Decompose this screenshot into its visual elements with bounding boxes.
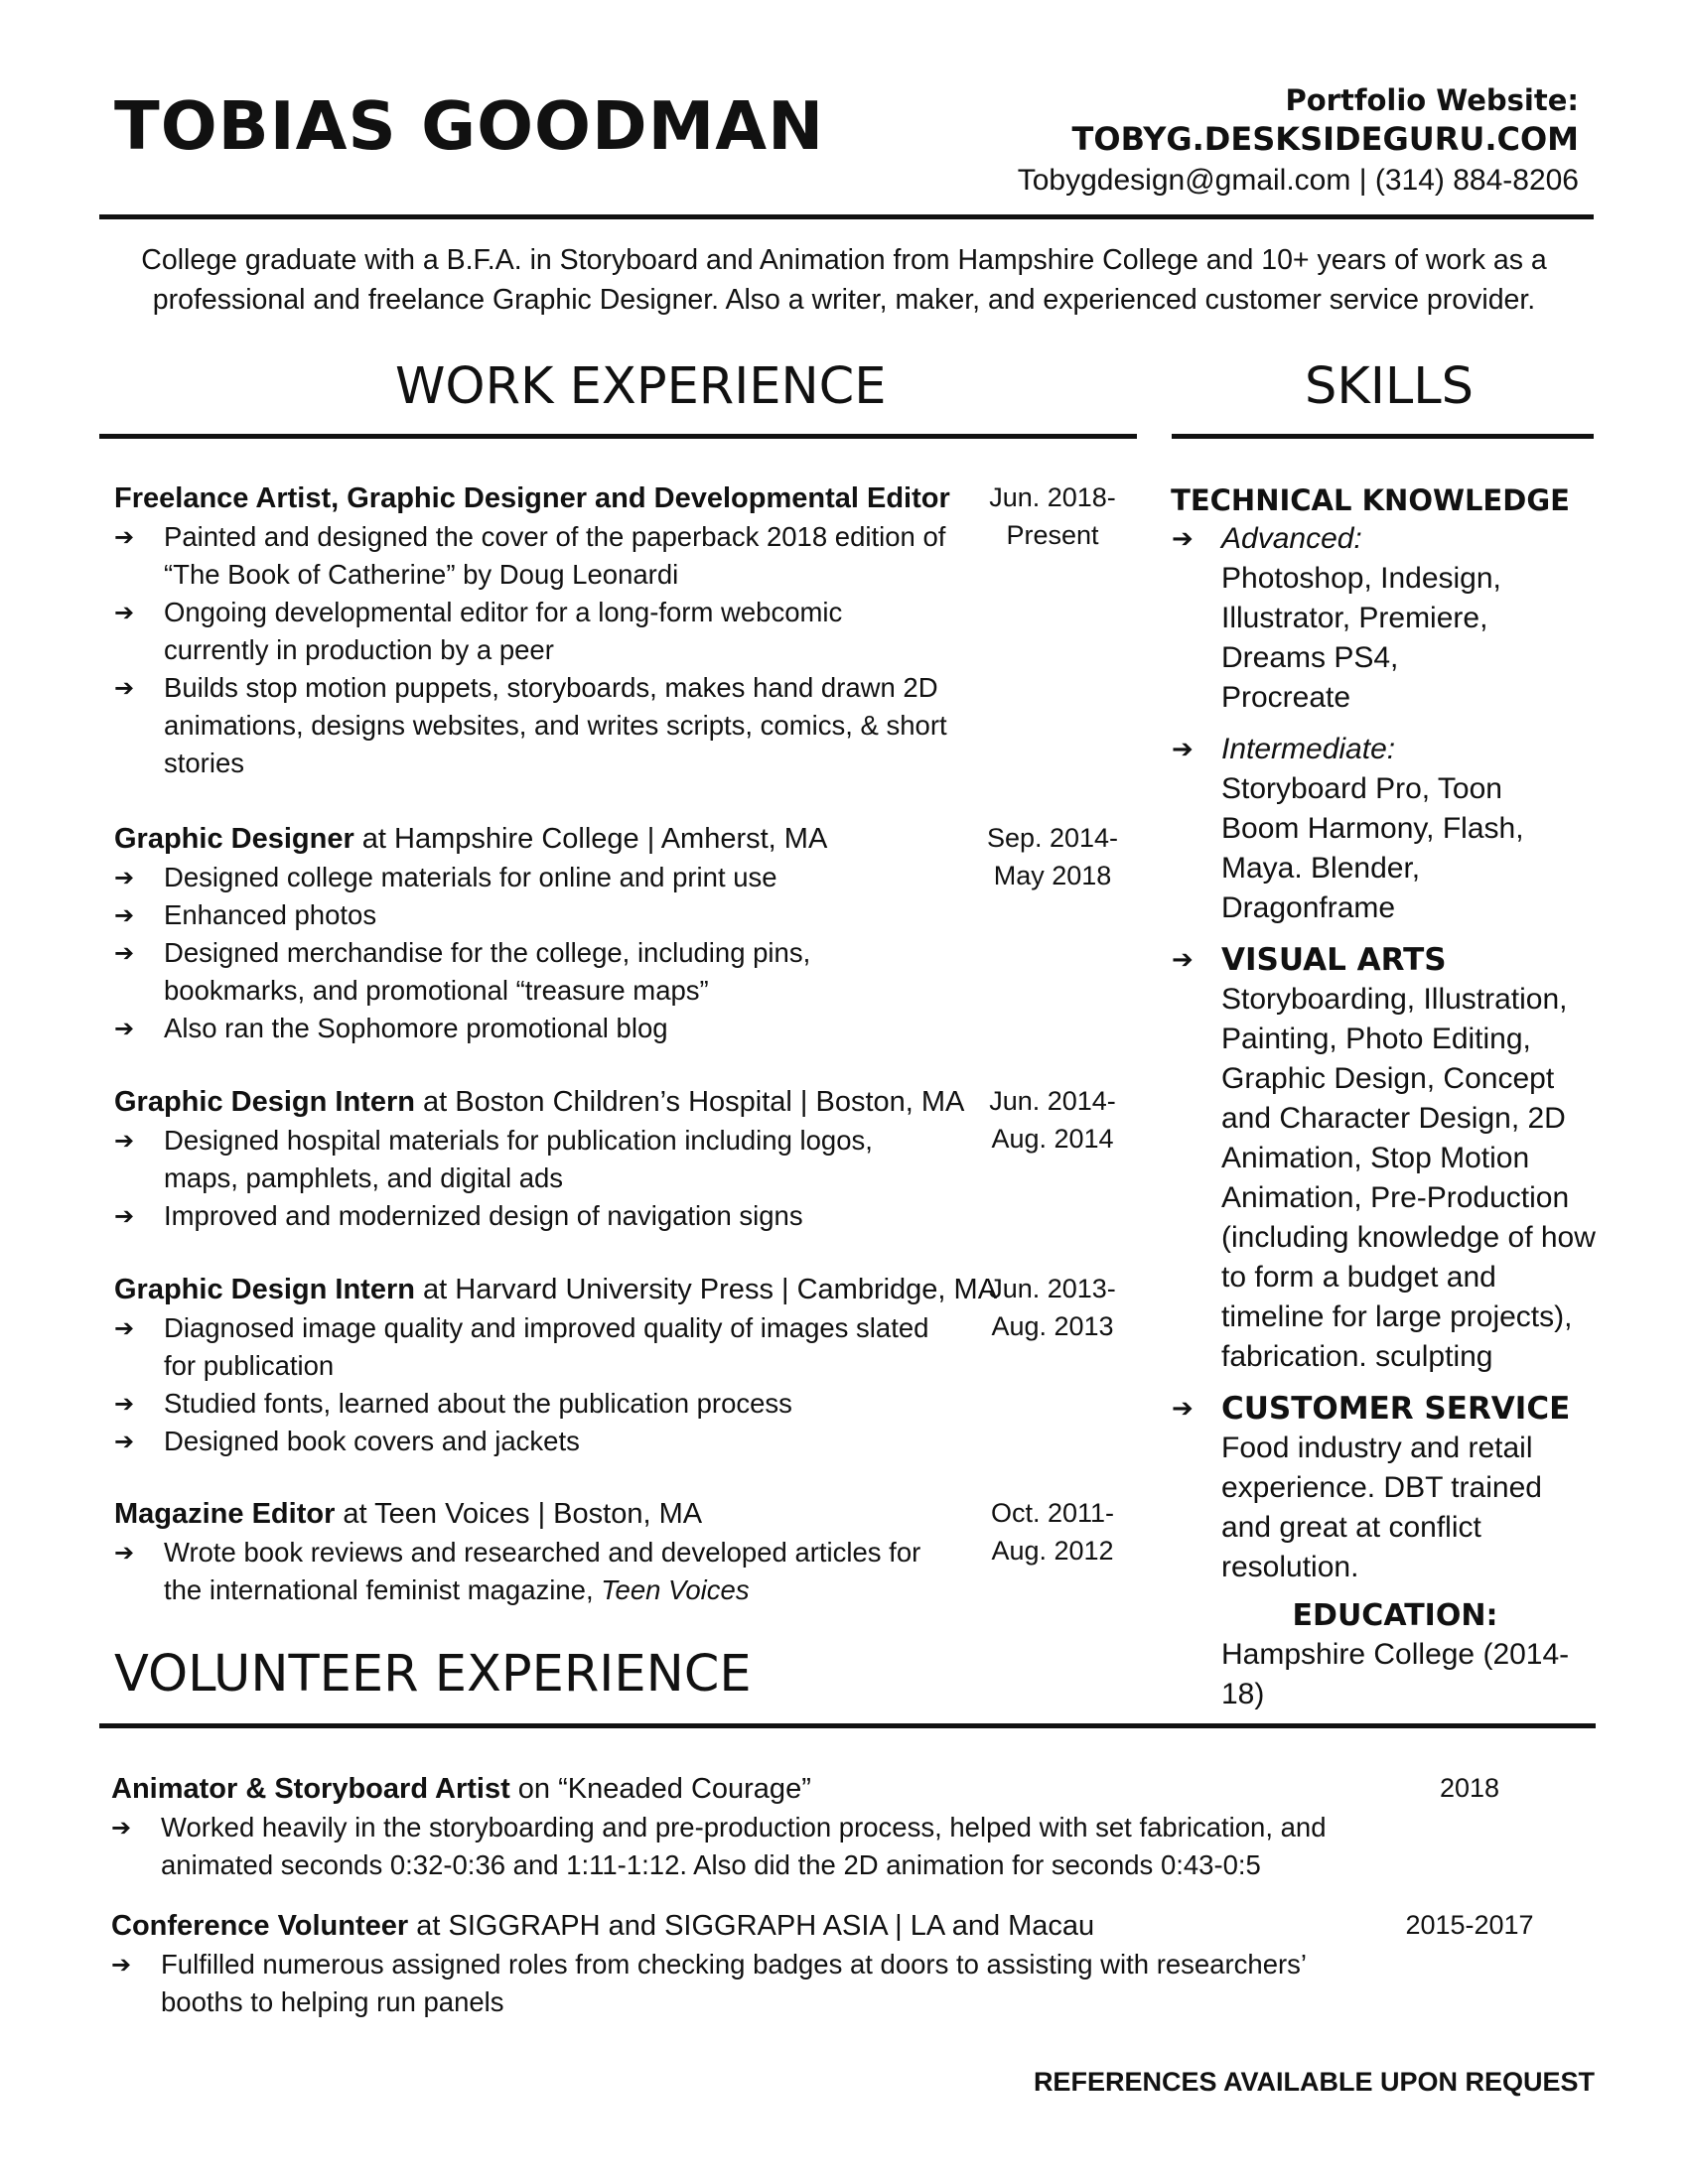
phone-number[interactable]: (314) 884-8206 — [1374, 164, 1579, 197]
arrow-right-icon: ➔ — [114, 1202, 135, 1230]
list-item — [62, 1946, 1402, 2021]
job-date-start: Jun. 2018- — [989, 482, 1116, 512]
volunteer-experience-title: VOLUNTEER EXPERIENCE — [114, 1645, 752, 1704]
skill-visual-arts — [1172, 940, 1599, 1377]
job-dates — [968, 819, 1137, 894]
volunteer-role: Conference Volunteer — [111, 1910, 409, 1942]
list-item — [62, 1809, 1402, 1884]
bullet-line: animations, designs websites, and writes scripts, comics, & short — [164, 710, 947, 741]
work-divider — [99, 434, 1137, 439]
bullet-line: Worked heavily in the storyboarding and pre-production process, helped with set fabrication, and — [161, 1812, 1327, 1843]
arrow-right-icon: ➔ — [114, 523, 135, 551]
portfolio-label: Portfolio Website: — [1285, 83, 1579, 117]
arrow-right-icon: ➔ — [1172, 945, 1194, 975]
customer-service-label: CUSTOMER SERVICE — [1221, 1391, 1571, 1427]
job-dates — [968, 478, 1137, 554]
bullet-line: currently in production by a peer — [164, 634, 554, 665]
list-item — [65, 859, 978, 896]
volunteer-title — [111, 1906, 1402, 1946]
job-role: Graphic Design Intern — [114, 1274, 415, 1305]
summary — [99, 240, 1589, 320]
magazine-title: Teen Voices — [601, 1574, 750, 1605]
arrow-right-icon: ➔ — [114, 939, 135, 967]
job-bullets — [65, 859, 978, 1047]
arrow-right-icon: ➔ — [114, 1127, 135, 1155]
bullet-line: Designed book covers and jackets — [164, 1426, 580, 1456]
skill-advanced-text: Photoshop, Indesign, Illustrator, Premiere, Dreams PS4, Procreate — [1221, 562, 1501, 714]
list-item — [65, 1010, 978, 1047]
volunteer-bullets — [62, 1809, 1402, 1884]
job-role: Magazine Editor — [114, 1498, 336, 1530]
job-entry — [114, 819, 978, 1047]
bullet-line: bookmarks, and promotional “treasure maps” — [164, 975, 709, 1006]
education-text: Hampshire College (2014-18) — [1221, 1638, 1570, 1710]
summary-line: professional and freelance Graphic Designer. Also a writer, maker, and experienced customer service provider. — [152, 284, 1536, 316]
contact-block — [884, 81, 1579, 203]
portfolio-url[interactable]: TOBYG.DESKSIDEGURU.COM — [1071, 120, 1579, 158]
bullet-line: “The Book of Catherine” by Doug Leonardi — [164, 559, 679, 590]
job-date-start: Sep. 2014- — [986, 823, 1119, 853]
email-phone-line — [884, 159, 1579, 203]
arrow-right-icon: ➔ — [114, 1015, 135, 1042]
bullet-line: maps, pamphlets, and digital ads — [164, 1162, 564, 1193]
bullet-line: Painted and designed the cover of the paperback 2018 edition of — [164, 521, 946, 552]
arrow-right-icon: ➔ — [1172, 524, 1194, 554]
skill-advanced — [1172, 519, 1599, 718]
job-title — [114, 1494, 978, 1534]
technical-knowledge-heading: TECHNICAL KNOWLEDGE — [1171, 483, 1570, 517]
list-item — [65, 934, 978, 1010]
volunteer-role: Animator & Storyboard Artist — [111, 1773, 510, 1805]
bullet-line: Designed hospital materials for publication including logos, — [164, 1125, 873, 1156]
references-note: REFERENCES AVAILABLE UPON REQUEST — [1033, 2067, 1595, 2097]
job-date-end: Aug. 2014 — [991, 1124, 1114, 1154]
job-entry — [114, 1270, 998, 1460]
volunteer-title — [111, 1769, 1402, 1809]
job-org: at Harvard University Press | Cambridge, MA — [414, 1274, 998, 1305]
job-role: Graphic Design Intern — [114, 1086, 415, 1118]
list-item — [65, 669, 978, 782]
job-dates — [968, 1270, 1137, 1345]
arrow-right-icon: ➔ — [114, 674, 135, 702]
skills-divider — [1172, 434, 1594, 439]
work-experience-title: WORK EXPERIENCE — [395, 357, 887, 416]
bullet-line: Wrote book reviews and researched and developed articles for — [164, 1537, 921, 1568]
volunteer-entry — [111, 1769, 1402, 1884]
volunteer-entry — [111, 1906, 1402, 2021]
arrow-right-icon: ➔ — [114, 1539, 135, 1567]
job-date-end: Aug. 2012 — [991, 1536, 1114, 1566]
email-link[interactable]: Tobygdesign@gmail.com — [1017, 164, 1351, 197]
job-org: at Boston Children’s Hospital | Boston, MA — [414, 1086, 965, 1118]
job-org: at Teen Voices | Boston, MA — [335, 1498, 703, 1530]
arrow-right-icon: ➔ — [114, 1390, 135, 1418]
skill-intermediate-text: Storyboard Pro, Toon Boom Harmony, Flash, Maya. Blender, Dragonframe — [1221, 772, 1524, 924]
skill-intermediate-label: Intermediate: — [1221, 733, 1396, 765]
header-divider — [99, 214, 1594, 219]
arrow-right-icon: ➔ — [114, 864, 135, 891]
volunteer-org: on “Kneaded Courage” — [509, 1773, 811, 1805]
bullet-line: Studied fonts, learned about the publication process — [164, 1388, 792, 1419]
arrow-right-icon: ➔ — [1172, 735, 1194, 764]
bullet-line: Also ran the Sophomore promotional blog — [164, 1013, 668, 1043]
bullet-line: for publication — [164, 1350, 335, 1381]
job-dates — [968, 1494, 1137, 1570]
job-date-start: Oct. 2011- — [990, 1498, 1115, 1528]
job-entry — [114, 1082, 978, 1235]
arrow-right-icon: ➔ — [114, 599, 135, 626]
job-bullets — [65, 518, 978, 782]
bullet-line: stories — [164, 748, 244, 778]
bullet-line: the international feminist magazine, — [164, 1574, 602, 1605]
bullet-line: Builds stop motion puppets, storyboards, makes hand drawn 2D — [164, 672, 938, 703]
job-role: Graphic Designer — [114, 823, 354, 855]
arrow-right-icon: ➔ — [114, 1428, 135, 1455]
skill-advanced-label: Advanced: — [1221, 522, 1362, 555]
volunteer-bullets — [62, 1946, 1402, 2021]
job-title — [114, 1270, 998, 1309]
bullet-line: Enhanced photos — [164, 899, 377, 930]
arrow-right-icon: ➔ — [1172, 1394, 1194, 1424]
volunteer-org: at SIGGRAPH and SIGGRAPH ASIA | LA and Macau — [408, 1910, 1095, 1942]
bullet-line: Ongoing developmental editor for a long-form webcomic — [164, 597, 843, 627]
contact-separator: | — [1358, 164, 1367, 197]
list-item — [65, 1197, 978, 1235]
arrow-right-icon: ➔ — [114, 901, 135, 929]
job-date-start: Jun. 2013- — [989, 1274, 1116, 1303]
job-date-end: Aug. 2013 — [991, 1311, 1114, 1341]
job-title — [114, 819, 978, 859]
resume-name: TOBIAS GOODMAN — [114, 87, 825, 165]
summary-line: College graduate with a B.F.A. in Storyboard and Animation from Hampshire College and 10+ years of work as a — [141, 244, 1547, 276]
skills-column — [1172, 481, 1599, 1714]
arrow-right-icon: ➔ — [114, 1314, 135, 1342]
bullet-line: Improved and modernized design of navigation signs — [164, 1200, 803, 1231]
list-item — [65, 1534, 978, 1609]
job-entry — [114, 478, 978, 782]
education-heading: EDUCATION: — [1292, 1598, 1498, 1633]
job-bullets — [65, 1309, 978, 1460]
volunteer-date: 2015-2017 — [1405, 1910, 1534, 1940]
list-item — [65, 1122, 978, 1197]
job-bullets — [65, 1122, 978, 1235]
list-item — [65, 1309, 978, 1385]
job-role: Freelance Artist, Graphic Designer and Developmental Editor — [114, 482, 950, 514]
bullet-line: animated seconds 0:32-0:36 and 1:11-1:12. Also did the 2D animation for seconds 0:43-0:5 — [161, 1849, 1261, 1880]
list-item — [65, 1385, 978, 1423]
volunteer-date: 2018 — [1439, 1773, 1500, 1803]
list-item — [65, 1423, 978, 1460]
list-item — [65, 518, 978, 594]
job-org: at Hampshire College | Amherst, MA — [353, 823, 828, 855]
customer-service-text: Food industry and retail experience. DBT trained and great at conflict resolution. — [1221, 1432, 1542, 1583]
job-title — [114, 478, 978, 518]
job-bullets — [65, 1534, 978, 1609]
list-item — [65, 594, 978, 669]
bullet-line: booths to helping run panels — [161, 1986, 504, 2017]
volunteer-divider — [99, 1723, 1596, 1728]
visual-arts-label: VISUAL ARTS — [1221, 942, 1447, 978]
job-dates — [968, 1082, 1137, 1158]
job-date-start: Jun. 2014- — [989, 1086, 1116, 1116]
bullet-line: Diagnosed image quality and improved quality of images slated — [164, 1312, 929, 1343]
job-entry — [114, 1494, 978, 1609]
bullet-line: Designed merchandise for the college, including pins, — [164, 937, 811, 968]
bullet-line: Fulfilled numerous assigned roles from checking badges at doors to assisting with researchers’ — [161, 1949, 1308, 1979]
list-item — [65, 896, 978, 934]
bullet-line: Designed college materials for online and print use — [164, 862, 777, 892]
arrow-right-icon: ➔ — [111, 1814, 132, 1842]
job-date-end: May 2018 — [993, 861, 1112, 890]
skill-intermediate — [1172, 730, 1599, 928]
job-date-end: Present — [1006, 520, 1099, 550]
visual-arts-text: Storyboarding, Illustration, Painting, Photo Editing, Graphic Design, Concept and Character Design, 2D Animation, Stop Motion Animation, Pre-Production (including knowledge of how to form a budget and timeline for large projects), fabrication. sculpting — [1221, 983, 1596, 1373]
skills-title: SKILLS — [1305, 357, 1475, 416]
skill-customer-service — [1172, 1389, 1599, 1587]
arrow-right-icon: ➔ — [111, 1951, 132, 1979]
job-title — [114, 1082, 978, 1122]
